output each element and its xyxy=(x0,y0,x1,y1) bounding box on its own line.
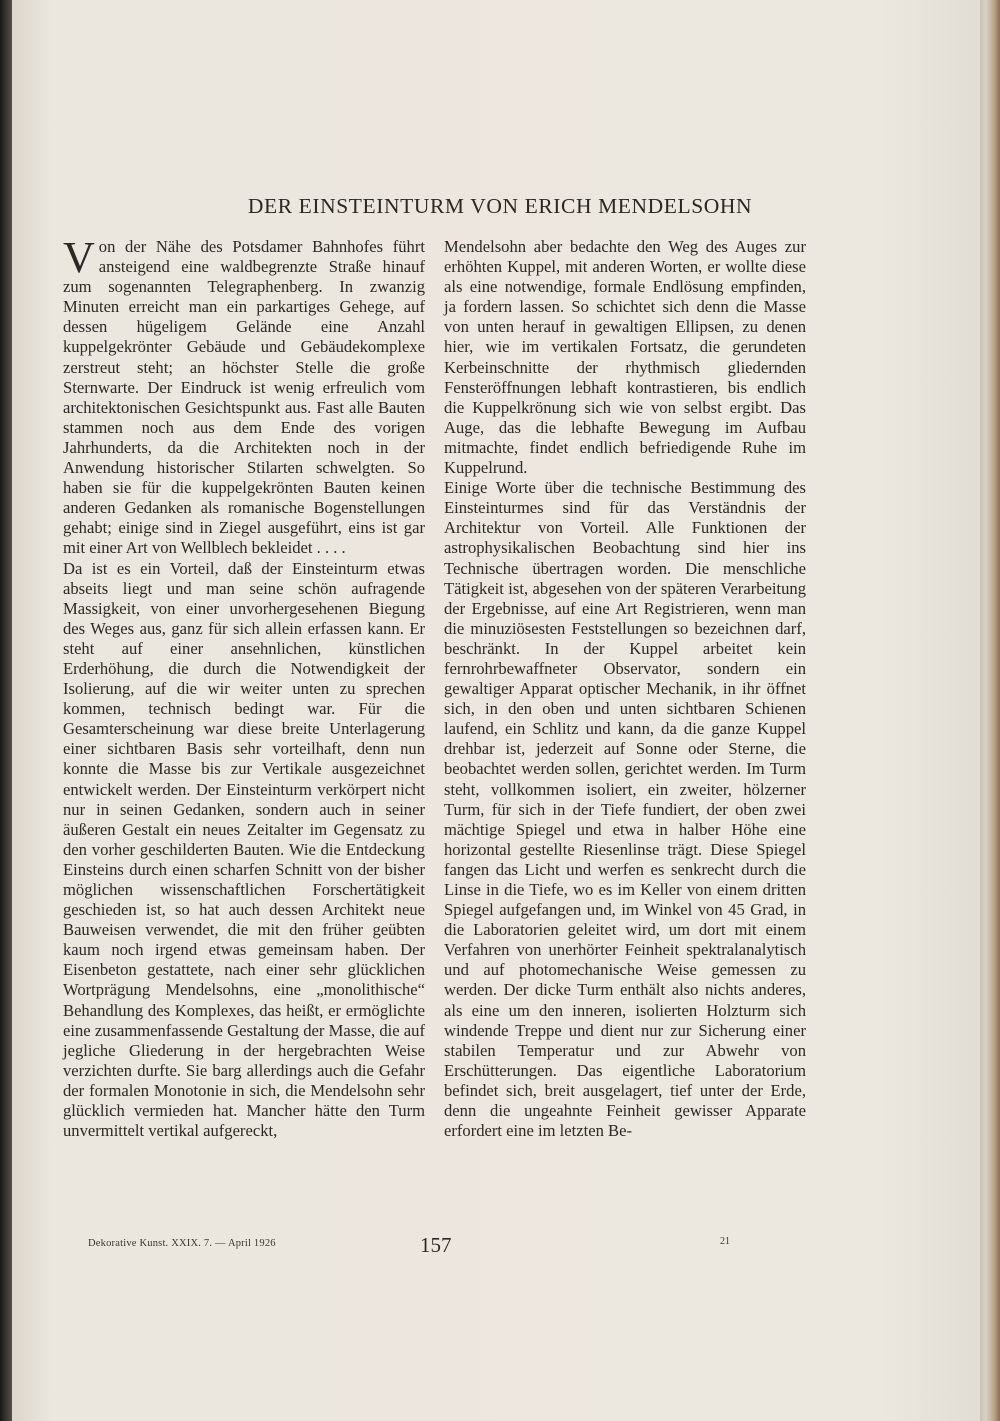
journal-reference: Dekorative Kunst. XXIX. 7. — April 1926 xyxy=(88,1238,276,1249)
paragraph-text: on der Nähe des Potsdamer Bahnhofes führt ansteigend eine waldbegrenzte Straße hinauf zum sogenannten Telegraphenberg. In zwanzig Minuten erreicht man ein parkartiges Gehege, auf dessen hügeligem Gelände eine Anzahl kuppelgekrönter Gebäude und Gebäudekomplexe zerstreut steht; an höchster Stelle die große Sternwarte. Der Eindruck ist wenig erfreulich vom architektonischen Gesichtspunkt aus. Fast alle Bauten stammen noch aus dem Ende des vorigen Jahrhunderts, da die Architekten noch in der Anwendung historischer Stilarten schwelgten. So haben sie für die kuppelgekrönten Bauten keinen anderen Gedanken als romanische Bogenstellungen gehabt; einige sind in Ziegel ausgeführt, eins ist gar mit einer Art von Wellblech bekleidet . . . . xyxy=(63,237,425,558)
page-edge xyxy=(980,0,1000,1421)
right-column xyxy=(444,237,806,1141)
drop-cap: V xyxy=(63,233,95,282)
paragraph: Mendelsohn aber bedachte den Weg des Auges zur erhöhten Kuppel, mit anderen Worten, er wollte diese als eine notwendige, formale Endlösung empfinden, ja fordern lassen. So schichtet sich denn die Masse von unten herauf in gewaltigen Ellipsen, zu denen hier, wie im vertikalen Fortsatz, die gerundeten Kerbeinschnitte der rhythmisch gliedernden Fensteröffnungen lebhaft kontrastieren, bis endlich die Kuppelkrönung sich wie von selbst ergibt. Das Auge, das die lebhafte Bewegung im Aufbau mitmachte, findet endlich befriedigende Ruhe im Kuppelrund. xyxy=(444,237,806,478)
signature-mark: 21 xyxy=(720,1236,730,1247)
left-column xyxy=(63,233,425,1141)
paragraph xyxy=(63,233,425,559)
page-number: 157 xyxy=(420,1233,452,1257)
article-title: DER EINSTEINTURM VON ERICH MENDELSOHN xyxy=(247,194,753,218)
paragraph: Da ist es ein Vorteil, daß der Einsteinturm etwas abseits liegt und man seine schön aufragende Massigkeit, von einer unvorhergesehenen Biegung des Weges aus, ganz für sich allein erfassen kann. Er steht auf einer ansehnlichen, künstlichen Erderhöhung, die durch die Notwendigkeit der Isolierung, auf die wir weiter unten zu sprechen kommen, technisch bedingt war. Für die Gesamterscheinung war diese breite Unterlagerung einer sichtbaren Basis sehr vorteilhaft, denn nun konnte die Masse bis zur Vertikale ausgezeichnet entwickelt werden. Der Einsteinturm verkörpert nicht nur in seinen Gedanken, sondern auch in seiner äußeren Gestalt ein neues Zeitalter im Gegensatz zu den vorher geschilderten Bauten. Wie die Entdeckung Einsteins durch einen scharfen Schnitt von der bisher möglichen wissenschaftlichen Forschertätigkeit geschieden ist, so hat auch dessen Architekt neue Bauweisen verwendet, die mit den früher geübten kaum noch irgend etwas gemeinsam haben. Der Eisenbeton gestattete, nach einer sehr glücklichen Wortprägung Mendelsohns, eine „monolithische“ Behandlung des Komplexes, das heißt, er ermöglichte eine zusammenfassende Gestaltung der Masse, die auf jegliche Gliederung in der hergebrachten Weise verzichten durfte. Sie barg allerdings auch die Gefahr der formalen Monotonie in sich, die Mendelsohn sehr glücklich vermieden hat. Mancher hätte den Turm unvermittelt vertikal aufgereckt, xyxy=(63,558,425,1141)
paragraph: Einige Worte über die technische Bestimmung des Einsteinturmes sind für das Verständnis der Architektur von Vorteil. Alle Funktionen der astrophysikalischen Beobachtung sind hier ins Technische übertragen worden. Die menschliche Tätigkeit ist, abgesehen von der späteren Verarbeitung der Ergebnisse, auf eine Art Registrieren, wenn man die minuziösesten Feststellungen so bezeichnen darf, beschränkt. In der Kuppel arbeitet kein fernrohrbewaffneter Observator, sondern ein gewaltiger Apparat optischer Mechanik, in ihr öffnet sich, in den oben und unten sichtbaren Schienen laufend, ein Schlitz und kann, da die ganze Kuppel drehbar ist, jederzeit auf Sonne oder Sterne, die beobachtet werden sollen, gerichtet werden. Im Turm steht, vollkommen isoliert, ein zweiter, hölzerner Turm, für sich in der Tiefe fundiert, der oben zwei mächtige Spiegel und etwa in halber Höhe eine horizontal gestellte Riesenlinse trägt. Diese Spiegel fangen das Licht und werfen es senkrecht durch die Linse in die Tiefe, wo es im Keller von einem dritten Spiegel aufgefangen und, im Winkel von 45 Grad, in die Laboratorien geleitet wird, um dort mit einem Verfahren von unerhörter Feinheit spektralanalytisch und auf photomechanische Weise gemessen zu werden. Der dicke Turm enthält also nichts anderes, als eine um den inneren, isolierten Holzturm sich windende Treppe und dient nur zur Sicherung einer stabilen Temperatur und zur Abwehr von Erschütterungen. Das eigentliche Laboratorium befindet sich, breit ausgelagert, tief unter der Erde, denn die ungeahnte Feinheit gewisser Apparate erfordert eine im letzten Be- xyxy=(444,478,806,1141)
book-binding-shadow xyxy=(0,0,12,1421)
